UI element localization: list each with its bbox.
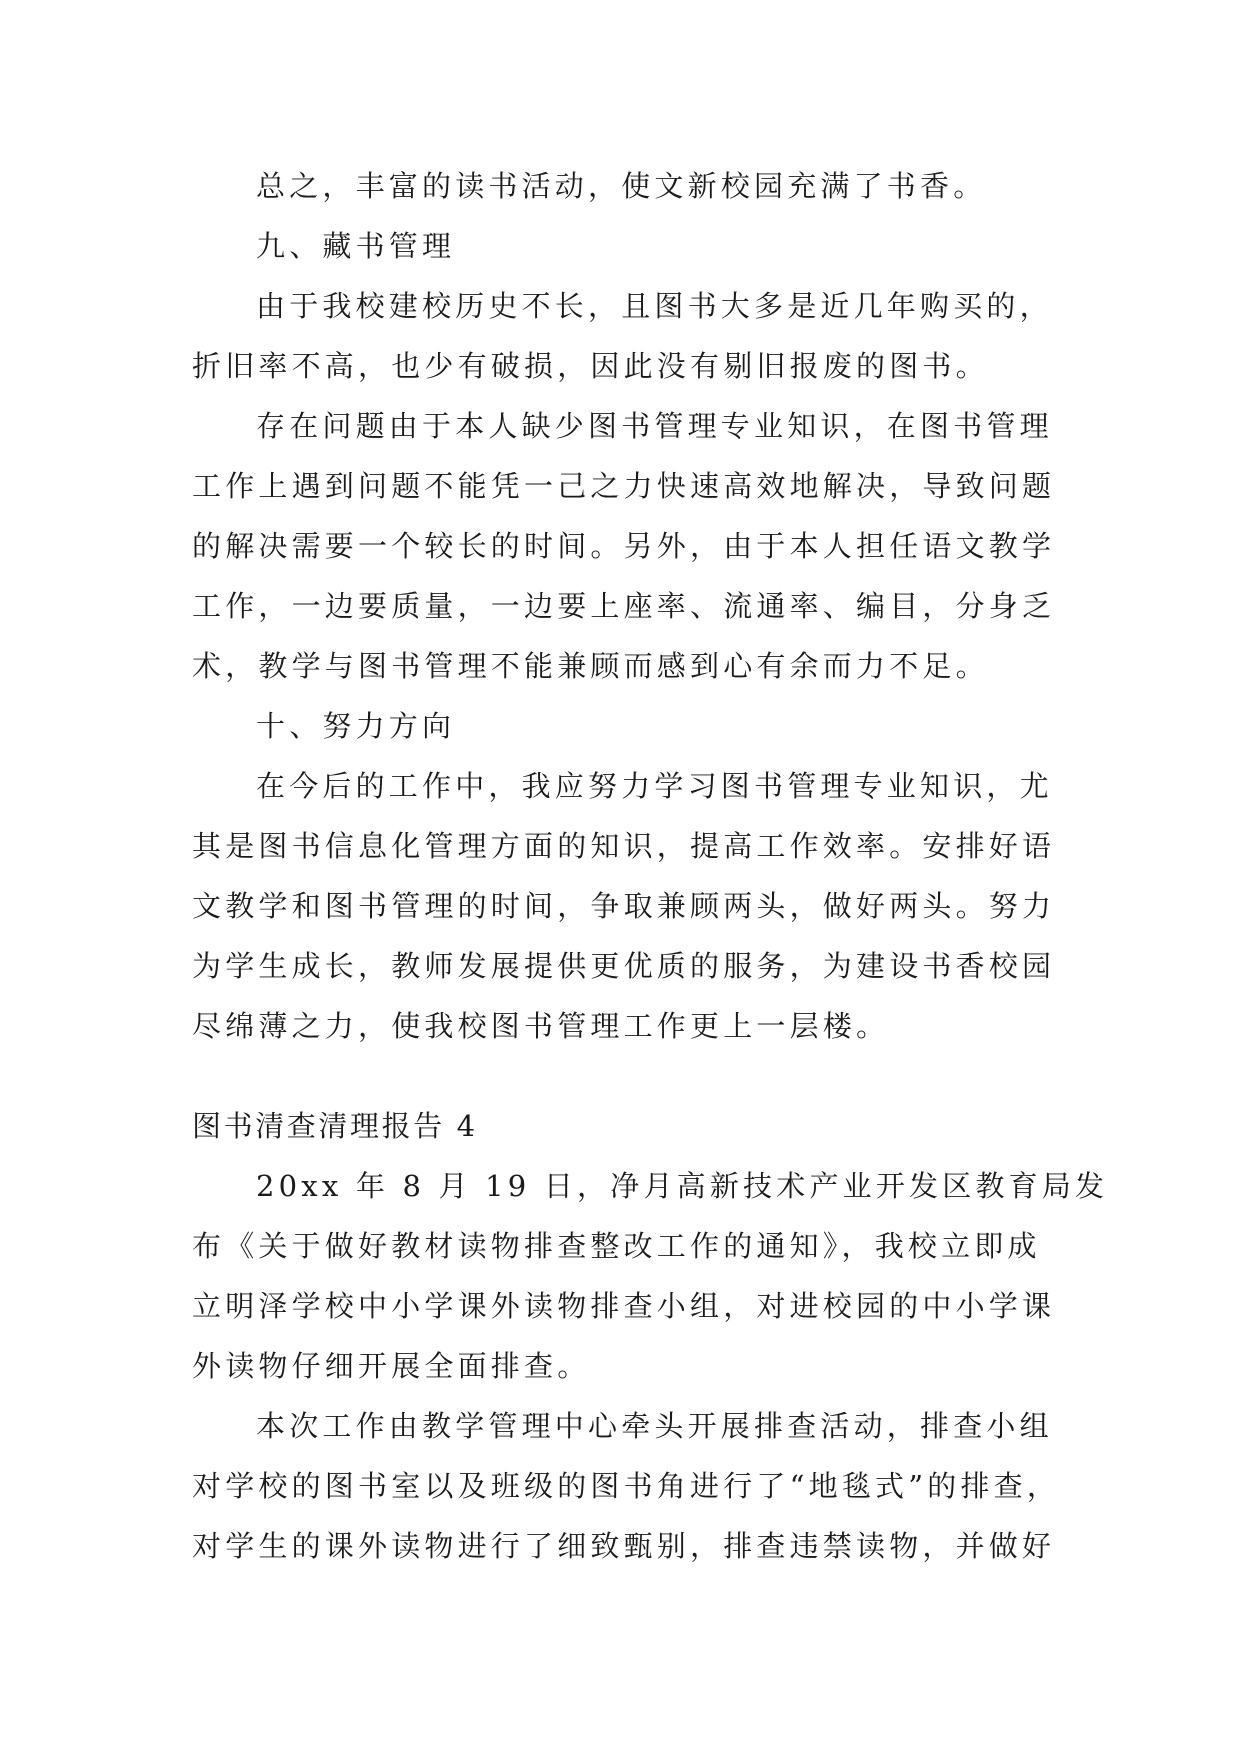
paragraph-line: 存在问题由于本人缺少图书管理专业知识，在图书管理 — [256, 409, 1053, 443]
section-heading-10: 十、努力方向 — [256, 709, 456, 743]
paragraph-line: 本次工作由教学管理中心牵头开展排查活动，排查小组 — [256, 1409, 1053, 1443]
paragraph-line: 工作上遇到问题不能凭一己之力快速高效地解决，导致问题 — [192, 469, 1056, 503]
paragraph-line: 对学生的课外读物进行了细致甄别，排查违禁读物，并做好 — [192, 1529, 1056, 1563]
paragraph-line: 折旧率不高，也少有破损，因此没有剔旧报废的图书。 — [192, 349, 989, 383]
paragraph-line: 由于我校建校历史不长，且图书大多是近几年购买的， — [256, 289, 1053, 323]
paragraph-line: 的解决需要一个较长的时间。另外，由于本人担任语文教学 — [192, 529, 1056, 563]
paragraph-line: 外读物仔细开展全面排查。 — [192, 1349, 591, 1383]
paragraph-line: 其是图书信息化管理方面的知识，提高工作效率。安排好语 — [192, 829, 1056, 863]
paragraph-line: 总之，丰富的读书活动，使文新校园充满了书香。 — [256, 169, 987, 203]
paragraph-line: 术，教学与图书管理不能兼顾而感到心有余而力不足。 — [192, 649, 989, 683]
paragraph-line: 立明泽学校中小学课外读物排查小组，对进校园的中小学课 — [192, 1289, 1056, 1323]
paragraph-line: 对学校的图书室以及班级的图书角进行了“地毯式”的排查， — [192, 1469, 1061, 1503]
report-title: 图书清查清理报告 4 — [192, 1109, 478, 1143]
section-heading-9: 九、藏书管理 — [256, 229, 456, 263]
paragraph-line: 20xx 年 8 月 19 日，净月高新技术产业开发区教育局发 — [256, 1169, 1109, 1203]
paragraph-line: 工作，一边要质量，一边要上座率、流通率、编目，分身乏 — [192, 589, 1056, 623]
paragraph-line: 布《关于做好教材读物排查整改工作的通知》，我校立即成 — [192, 1229, 1041, 1263]
paragraph-line: 在今后的工作中，我应努力学习图书管理专业知识，尤 — [256, 769, 1053, 803]
paragraph-line: 为学生成长，教师发展提供更优质的服务，为建设书香校园 — [192, 949, 1056, 983]
paragraph-line: 尽绵薄之力，使我校图书管理工作更上一层楼。 — [192, 1009, 890, 1043]
paragraph-line: 文教学和图书管理的时间，争取兼顾两头，做好两头。努力 — [192, 889, 1056, 923]
